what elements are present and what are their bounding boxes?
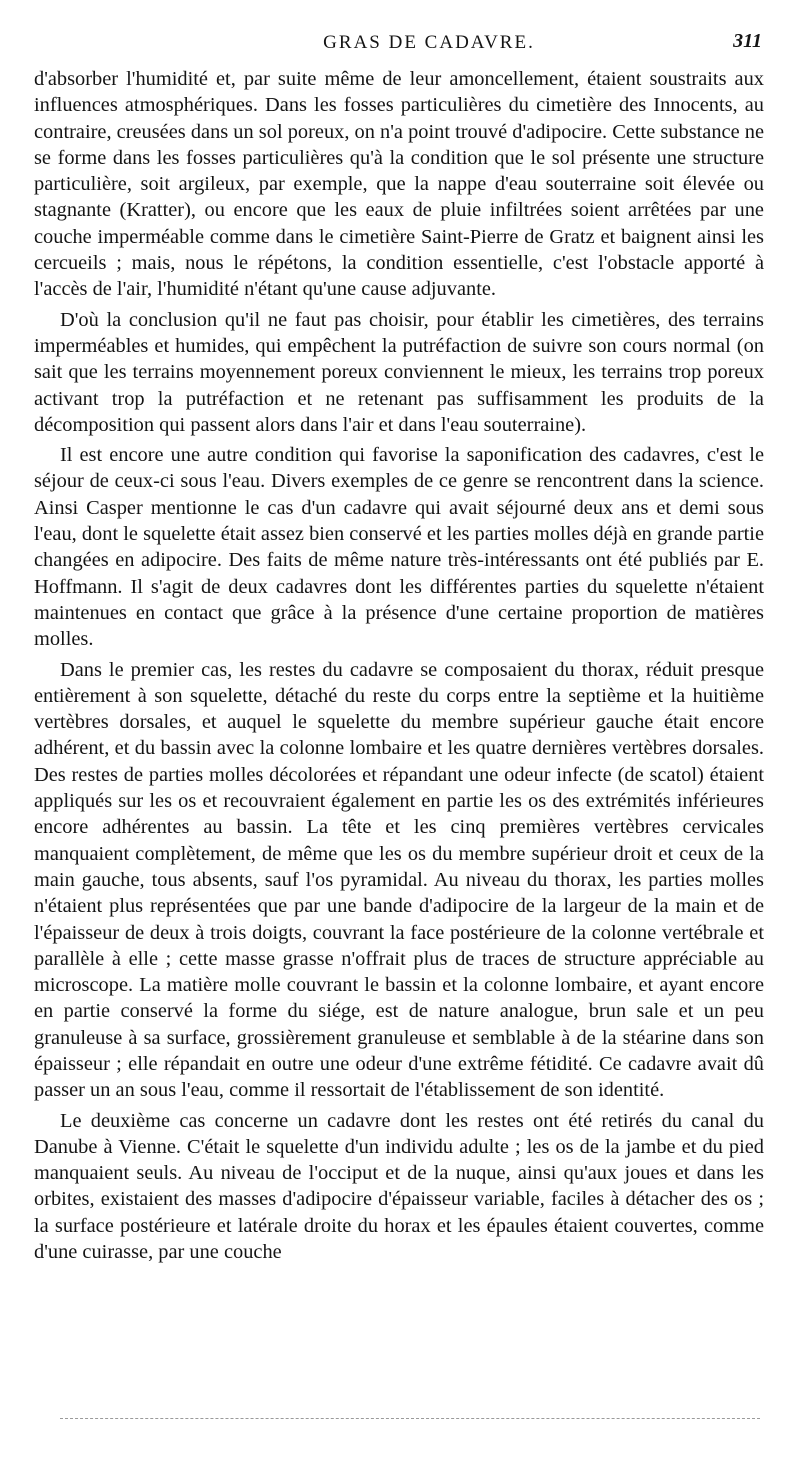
- body-text: [34, 66, 764, 1265]
- page-header: [34, 28, 764, 56]
- paragraph-3: Il est encore une autre condition qui favorise la saponification des cadavres, c'est le séjour de ceux-ci sous l'eau. Divers exemples de ce genre se rencontrent dans la science. Ainsi Casper mentionne le cas d'un cadavre qui avait séjourné deux ans et demi sous l'eau, dont le squelette était assez bien conservé et les parties molles déjà en grande partie changées en adipocire. Des faits de même nature très-intéressants ont été publiés par E. Hoffmann. Il s'agit de deux cadavres dont les différentes parties du squelette n'étaient maintenues en contact que grâce à la présence d'une certaine proportion de matières molles.: [34, 444, 764, 651]
- paragraph-1: d'absorber l'humidité et, par suite même de leur amoncellement, étaient soustraits aux influences atmosphériques. Dans les fosses particulières du cimetière des Innocents, au contraire, creusées dans un sol poreux, on n'a point trouvé d'adipocire. Cette substance ne se forme dans les fosses particulières qu'à la condition que le sol présente une structure particulière, soit argileux, par exemple, que la nappe d'eau souterraine soit élevée ou stagnante (Kratter), ou encore que les eaux de pluie infiltrées soient arrêtées par une couche imperméable comme dans le cimetière Saint-Pierre de Gratz et baignent ainsi les cercueils ; mais, nous le répétons, la condition essentielle, c'est l'obstacle apporté à l'accès de l'air, l'humidité n'étant qu'une cause adjuvante.: [34, 68, 764, 301]
- bottom-dashed-rule: [60, 1418, 760, 1419]
- paragraph-2: D'où la conclusion qu'il ne faut pas choisir, pour établir les cimetières, des terrains imperméables et humides, qui empêchent la putréfaction de suivre son cours normal (on sait que les terrains moyennement poreux conviennent le mieux, les terrains trop poreux activant trop la putréfaction et ne retenant pas suffisamment les produits de la décomposition qui passent alors dans l'air et dans l'eau souterraine).: [34, 308, 764, 436]
- running-title: GRAS DE CADAVRE.: [323, 32, 535, 53]
- book-page: [34, 28, 764, 1269]
- page-number: 311: [733, 30, 762, 52]
- paragraph-4: Dans le premier cas, les restes du cadavre se composaient du thorax, réduit presque entièrement à son squelette, détaché du reste du corps entre la septième et la huitième vertèbres dorsales, et auquel le squelette du membre supérieur gauche était encore adhérent, et du bassin avec la colonne lombaire et les quatre dernières vertèbres dorsales. Des restes de parties molles décolorées et répandant une odeur infecte (de scatol) étaient appliqués sur les os et recouvraient également en partie les os des extrémités inférieures encore adhérentes au bassin. La tête et les cinq premières vertèbres cervicales manquaient complètement, de même que les os du membre supérieur droit et ceux de la main gauche, tous absents, sauf l'os pyramidal. Au niveau du thorax, les parties molles n'étaient plus représentées que par une bande d'adipocire de la largeur de la main et de l'épaisseur de deux à trois doigts, couvrant la face postérieure de la colonne vertébrale et parallèle à elle ; cette masse grasse n'offrait plus de traces de structure appréciable au microscope. La matière molle couvrant le bassin et la colonne lombaire, et ayant encore en partie conservé la forme du siége, est de nature analogue, brun sale et un peu granuleuse à sa surface, grossièrement granuleuse et semblable à de la stéarine dans son épaisseur ; elle répandait en outre une odeur d'une extrême fétidité. Ce cadavre avait dû passer un an sous l'eau, comme il ressortait de l'établissement de son identité.: [34, 658, 764, 1102]
- paragraph-5: Le deuxième cas concerne un cadavre dont les restes ont été retirés du canal du Danube à Vienne. C'était le squelette d'un individu adulte ; les os de la jambe et du pied manquaient seuls. Au niveau de l'occiput et de la nuque, ainsi qu'aux joues et dans les orbites, existaient des masses d'adipocire d'épaisseur variable, faciles à détacher des os ; la surface postérieure et latérale droite du horax et les épaules étaient couvertes, comme d'une cuirasse, par une couche: [34, 1109, 764, 1264]
